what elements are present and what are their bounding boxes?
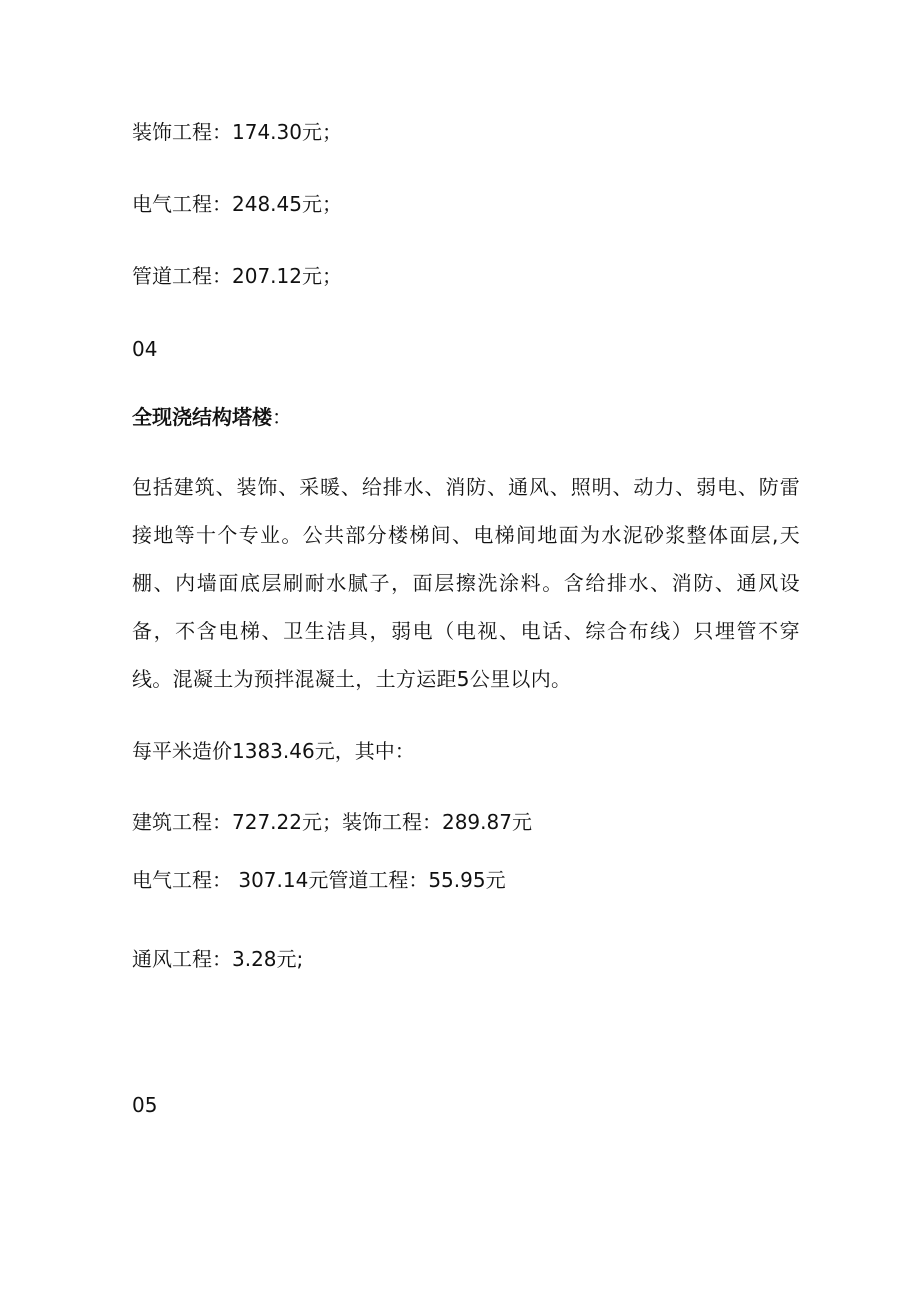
- section-04-title: [132, 404, 802, 430]
- section-number-05: 05: [132, 1093, 158, 1117]
- electrical-pipeline-cost-line: 电气工程： 307.14元管道工程：55.95元: [132, 868, 506, 892]
- electrical-cost-line: 电气工程：248.45元；: [132, 192, 342, 216]
- section-04-title-text: 全现浇结构塔楼: [132, 405, 272, 429]
- decoration-cost-line: 装饰工程：174.30元；: [132, 120, 342, 144]
- unit-cost-line: 每平米造价1383.46元，其中：: [132, 739, 415, 763]
- section-04-title-colon: ：: [272, 405, 292, 429]
- section-04-description: 包括建筑、装饰、采暖、给排水、消防、通风、照明、动力、弱电、防雷接地等十个专业。公共部分楼梯间、电梯间地面为水泥砂浆整体面层,天棚、内墙面底层刷耐水腻子，面层擦洗涂料。含给排水、消防、通风设备，不含电梯、卫生洁具，弱电（电视、电话、综合布线）只埋管不穿线。混凝土为预拌混凝土，土方运距5公里以内。: [132, 475, 800, 691]
- building-decoration-cost-line: 建筑工程：727.22元；装饰工程：289.87元: [132, 810, 532, 834]
- section-number-04: 04: [132, 337, 158, 361]
- pipeline-cost-line: 管道工程：207.12元；: [132, 264, 342, 288]
- ventilation-cost-line: 通风工程：3.28元;: [132, 947, 304, 971]
